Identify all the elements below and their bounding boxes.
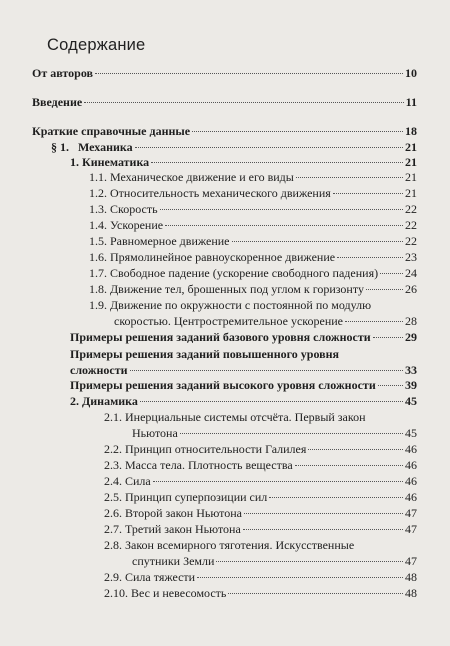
- toc-entry-1-4: [89, 218, 417, 234]
- toc-entry-1-1: [89, 170, 417, 186]
- page-number: 39: [405, 378, 417, 392]
- dot-leader: [180, 433, 403, 434]
- entry-text-continued: спутники Земли: [132, 553, 215, 568]
- toc-entry-2-1: [89, 410, 417, 441]
- page-number: 46: [405, 442, 417, 456]
- page-number: 21: [405, 140, 417, 154]
- dot-leader: [345, 321, 403, 322]
- dot-leader: [380, 273, 403, 274]
- dot-leader: [232, 241, 404, 242]
- page-number: 48: [405, 570, 417, 584]
- entry-number: 2.10.: [104, 586, 128, 600]
- page-number: 47: [405, 522, 417, 536]
- page-number: 33: [405, 362, 417, 377]
- page-number: 45: [405, 425, 417, 440]
- entry-text: Относительность механического движения: [110, 186, 331, 200]
- toc-entry-kinematics: [70, 155, 417, 171]
- toc-entry-reference-data: [32, 124, 417, 140]
- entry-text: Примеры решения заданий повышенного уровня: [70, 347, 340, 361]
- toc-entry-section-mechanics: [51, 140, 417, 156]
- entry-number: 1.: [70, 155, 79, 169]
- toc-entry-2-7: [104, 522, 417, 538]
- entry-text: Принцип относительности Галилея: [125, 442, 307, 456]
- entry-text: Прямолинейное равноускоренное движение: [110, 250, 336, 264]
- entry-text: Кинематика: [82, 155, 150, 169]
- page-number: 23: [405, 250, 417, 264]
- entry-text: Скорость: [110, 202, 158, 216]
- page-number: 46: [405, 458, 417, 472]
- dot-leader: [151, 162, 403, 163]
- dot-leader: [153, 481, 403, 482]
- entry-text: Движение тел, брошенных под углом к горизонту: [110, 282, 364, 296]
- dot-leader: [243, 529, 403, 530]
- page-number: 28: [405, 313, 417, 328]
- toc-entry-1-5: [89, 234, 417, 250]
- toc-title: Содержание: [47, 36, 146, 54]
- toc-entry-1-7: [89, 266, 417, 282]
- entry-number: 1.3.: [89, 202, 107, 216]
- dot-leader: [130, 370, 403, 371]
- entry-text: Второй закон Ньютона: [125, 506, 242, 520]
- toc-entry-examples-advanced: [70, 347, 417, 378]
- entry-text: Примеры решения заданий базового уровня сложности: [70, 330, 371, 344]
- dot-leader: [378, 385, 403, 386]
- toc-entry-examples-high: [70, 378, 417, 394]
- page-number: 46: [405, 490, 417, 504]
- toc-entry-dynamics: [70, 394, 417, 410]
- entry-text: Третий закон Ньютона: [125, 522, 241, 536]
- entry-text: Ускорение: [110, 218, 164, 232]
- entry-text: Механическое движение и его виды: [110, 170, 294, 184]
- toc-entry-1-8: [89, 282, 417, 298]
- entry-text: Сила: [125, 474, 151, 488]
- entry-number: 2.8.: [104, 538, 122, 552]
- entry-text: Масса тела. Плотность вещества: [125, 458, 293, 472]
- page-number: 46: [405, 474, 417, 488]
- toc-entry-1-9: [89, 298, 417, 329]
- dot-leader: [296, 177, 403, 178]
- page-number: 21: [405, 155, 417, 169]
- entry-number: 1.1.: [89, 170, 107, 184]
- dot-leader: [269, 497, 403, 498]
- toc-entry-2-9: [104, 570, 417, 586]
- page-number: 22: [405, 234, 417, 248]
- dot-leader: [197, 577, 403, 578]
- entry-text-continued: скоростью. Центростремительное ускорение: [114, 313, 343, 328]
- toc-entry-1-2: [89, 186, 417, 202]
- toc-entry-2-6: [104, 506, 417, 522]
- entry-number: 1.8.: [89, 282, 107, 296]
- dot-leader: [366, 289, 403, 290]
- page-number: 21: [405, 170, 417, 184]
- entry-number: 2.1.: [104, 410, 122, 424]
- toc-entry-1-3: [89, 202, 417, 218]
- entry-number: 1.9.: [89, 298, 107, 312]
- entry-number: 1.2.: [89, 186, 107, 200]
- dot-leader: [373, 337, 403, 338]
- entry-text: Движение по окружности с постоянной по модулю: [110, 298, 372, 312]
- page-number: 24: [405, 266, 417, 280]
- dot-leader: [228, 593, 403, 594]
- entry-text: Механика: [78, 140, 133, 154]
- entry-text: Примеры решения заданий высокого уровня сложности: [70, 378, 376, 392]
- entry-number: 1.7.: [89, 266, 107, 280]
- page-number: 26: [405, 282, 417, 296]
- dot-leader: [308, 449, 403, 450]
- entry-number: 2.6.: [104, 506, 122, 520]
- dot-leader: [165, 225, 403, 226]
- dot-leader: [295, 465, 403, 466]
- dot-leader: [140, 401, 403, 402]
- entry-text: Равномерное движение: [110, 234, 230, 248]
- page-number: 21: [405, 186, 417, 200]
- entry-number: 2.9.: [104, 570, 122, 584]
- entry-number: 2.5.: [104, 490, 122, 504]
- toc-entry-2-5: [104, 490, 417, 506]
- dot-leader: [216, 561, 403, 562]
- entry-number: 2.7.: [104, 522, 122, 536]
- page-number: 48: [405, 586, 417, 600]
- entry-number: 1.4.: [89, 218, 107, 232]
- entry-number: 1.6.: [89, 250, 107, 264]
- page-number: 47: [405, 553, 417, 568]
- toc-entry-examples-basic: [70, 330, 417, 346]
- entry-number: 2.2.: [104, 442, 122, 456]
- dot-leader: [84, 102, 403, 103]
- entry-text: Закон всемирного тяготения. Искусственные: [125, 538, 355, 552]
- toc-entry-2-4: [104, 474, 417, 490]
- entry-text: Динамика: [82, 394, 138, 408]
- page-number: 22: [405, 202, 417, 216]
- toc-entry-2-10: [104, 586, 417, 602]
- entry-number: 2.3.: [104, 458, 122, 472]
- entry-text-continued: сложности: [70, 362, 128, 377]
- dot-leader: [95, 73, 403, 74]
- dot-leader: [160, 209, 403, 210]
- entry-text: Сила тяжести: [125, 570, 196, 584]
- toc-entry-1-6: [89, 250, 417, 266]
- toc-entry-2-3: [104, 458, 417, 474]
- dot-leader: [337, 257, 403, 258]
- page-number: 10: [405, 66, 417, 80]
- toc-entry-2-8: [104, 538, 417, 569]
- dot-leader: [192, 131, 403, 132]
- page-number: 22: [405, 218, 417, 232]
- entry-text: Введение: [32, 95, 83, 109]
- page-number: 18: [405, 124, 417, 138]
- toc-entry-authors: [32, 66, 417, 82]
- entry-text-continued: Ньютона: [132, 425, 178, 440]
- entry-number: 2.: [70, 394, 79, 408]
- page-number: 11: [405, 95, 417, 109]
- page-number: 45: [405, 394, 417, 408]
- entry-text: Вес и невесомость: [131, 586, 227, 600]
- dot-leader: [244, 513, 403, 514]
- dot-leader: [135, 147, 403, 148]
- entry-text: Свободное падение (ускорение свободного падения): [110, 266, 379, 280]
- toc-entry-2-2: [104, 442, 417, 458]
- entry-number: 1.5.: [89, 234, 107, 248]
- entry-number: § 1.: [51, 140, 69, 154]
- dot-leader: [333, 193, 403, 194]
- page-number: 29: [405, 330, 417, 344]
- entry-text: От авторов: [32, 66, 94, 80]
- page-number: 47: [405, 506, 417, 520]
- toc-entry-introduction: [32, 95, 417, 111]
- entry-number: 2.4.: [104, 474, 122, 488]
- entry-text: Инерциальные системы отсчёта. Первый закон: [125, 410, 366, 424]
- entry-text: Краткие справочные данные: [32, 124, 191, 138]
- entry-text: Принцип суперпозиции сил: [125, 490, 268, 504]
